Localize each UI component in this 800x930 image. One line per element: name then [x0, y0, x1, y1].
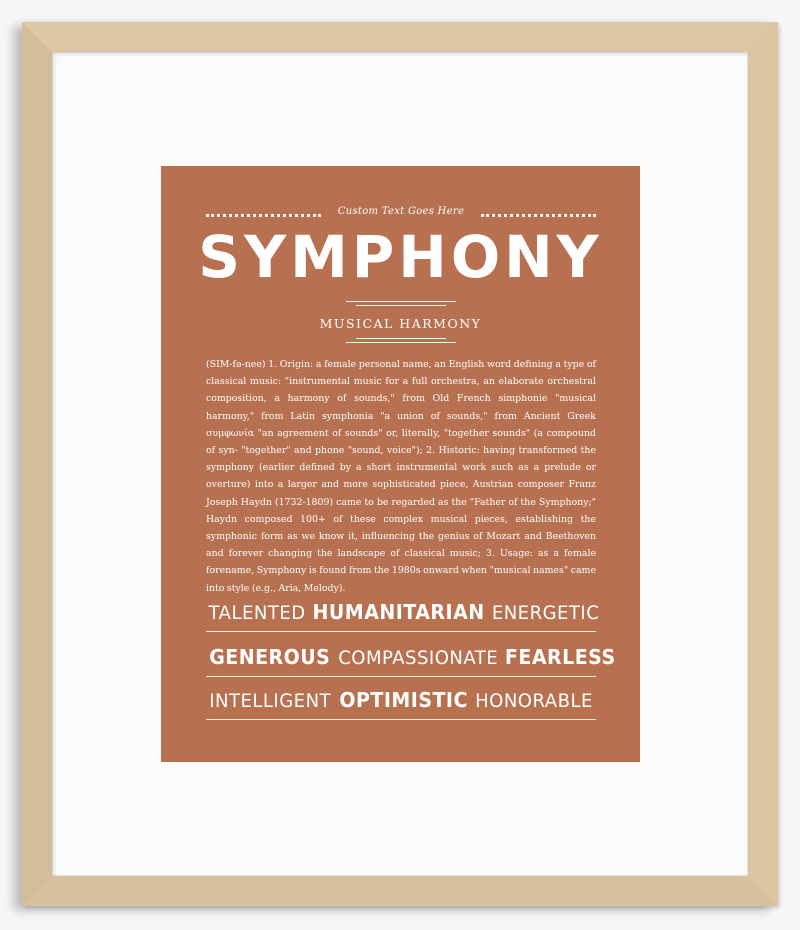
trait-word: GENEROUS	[209, 645, 331, 669]
dotted-rule-right	[481, 214, 596, 217]
meaning-rule-top	[356, 338, 446, 339]
name-definition: (SIM-fə-nee) 1. Origin: a female personal name, an English word defining a type of classical music: "instrumental music for a full orchestra, an elaborate orchestral composition, a harmony of sounds," from Old French simphonie "musical harmony," from Latin symphonia "a union of sounds," from Ancient Greek συμφωνία "an agreement of sounds" or, literally, "together sounds" (a compound of syn- "together" and phone "sound, voice"); 2. Historic: having transformed the symphony (earlier defined by a short instrumental work such as a prelude or overture) into a larger and more sophisticated piece, Austrian composer Franz Joseph Haydn (1732-1809) came to be regarded as the "Father of the Symphony;" Haydn composed 100+ of these complex musical pieces, establishing the symphonic form as we know it, influencing the genius of Mozart and Beethoven and forever changing the landscape of classical music; 3. Usage: as a female forename, Symphony is found from the 1980s onward when "musical names" came into style (e.g., Aria, Melody).	[206, 359, 596, 594]
trait-word: COMPASSIONATE	[337, 647, 498, 669]
trait-line-2	[206, 639, 616, 669]
trait-word: INTELLIGENT	[209, 690, 332, 712]
trait-line-3	[206, 682, 596, 712]
trait-word: FEARLESS	[504, 645, 616, 669]
trait-word: HONORABLE	[475, 690, 593, 712]
name-meaning: MUSICAL HARMONY	[319, 316, 482, 331]
trait-word: ENERGETIC	[492, 602, 600, 624]
name-poster	[161, 166, 640, 762]
meaning-rule-bottom	[346, 342, 456, 343]
trait-line-1	[206, 594, 600, 624]
trait-divider	[206, 719, 596, 720]
title-rule-top	[346, 301, 456, 302]
custom-text: Custom Text Goes Here	[337, 206, 465, 217]
trait-word: TALENTED	[208, 602, 306, 624]
trait-divider	[206, 631, 596, 632]
custom-text-row	[206, 206, 596, 222]
trait-divider	[206, 676, 596, 677]
title-rule-bottom	[356, 305, 446, 306]
poster-title: SYMPHONY	[198, 223, 603, 291]
trait-word: OPTIMISTIC	[338, 688, 468, 712]
trait-word: HUMANITARIAN	[312, 600, 485, 624]
